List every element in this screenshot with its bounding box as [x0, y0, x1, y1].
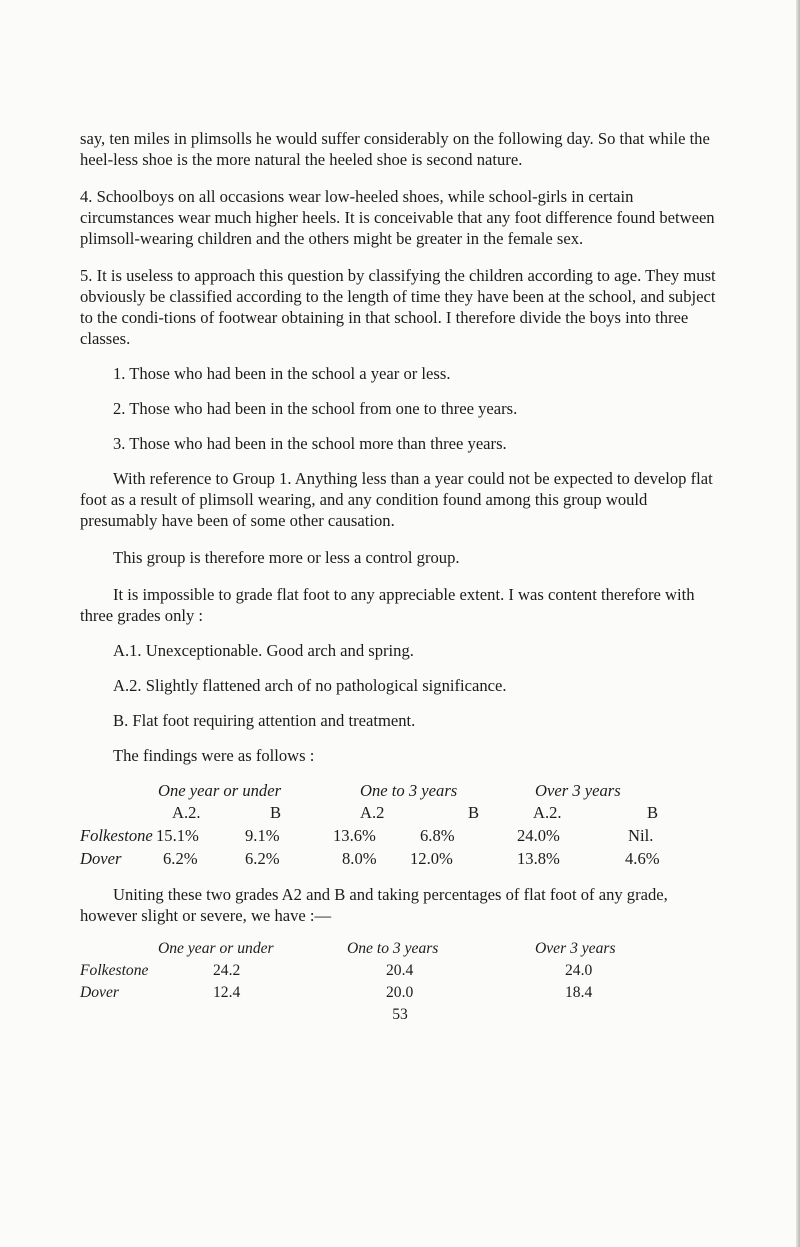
t1-cell: 24.0% — [517, 826, 560, 845]
t1-group-header-3: Over 3 years — [535, 781, 621, 800]
grade-a2: A.2. Slightly flattened arch of no pathological significance. — [113, 676, 507, 695]
grade-a1: A.1. Unexceptionable. Good arch and spring. — [113, 641, 414, 660]
t1-group-header-2: One to 3 years — [360, 781, 458, 800]
t1-group-header-1: One year or under — [158, 781, 282, 800]
t1-subheader-b-3: B — [647, 803, 659, 822]
combined-table — [80, 938, 720, 1030]
t1-cell: Nil. — [628, 826, 654, 845]
document-page — [80, 128, 720, 1030]
t1-cell: 6.2% — [163, 849, 198, 868]
paragraph-1: say, ten miles in plimsolls he would suffer considerably on the following day. So that while the heel-less shoe is the more natural the heeled shoe is second nature. — [80, 129, 710, 169]
t1-subheader-b-2: B — [468, 803, 480, 822]
grade-b: B. Flat foot requiring attention and treatment. — [113, 711, 416, 730]
t2-cell: 20.4 — [386, 962, 414, 979]
t1-row-label-folkestone: Folkestone — [80, 826, 153, 845]
t1-subheader-a2-1: A.2. — [172, 803, 201, 822]
t1-cell: 12.0% — [410, 849, 453, 868]
paragraph-point-5: 5. It is useless to approach this question by classifying the children according to age. They must obviously be classified according to the length of time they have been at the school, and subject to the condi-tions of footwear obtaining in that school. I therefore divide the boys into three classes. — [80, 266, 716, 348]
t2-group-header-1: One year or under — [158, 940, 274, 957]
t1-cell: 6.8% — [420, 826, 455, 845]
page-edge-shadow — [796, 0, 800, 1247]
t2-group-header-3: Over 3 years — [535, 940, 616, 957]
t1-subheader-a2-2: A.2 — [360, 803, 385, 822]
t2-cell: 20.0 — [386, 984, 414, 1001]
class-list-item-2: 2. Those who had been in the school from one to three years. — [113, 399, 518, 418]
t1-cell: 8.0% — [342, 849, 377, 868]
t2-cell: 12.4 — [213, 984, 241, 1001]
class-list-item-3: 3. Those who had been in the school more than three years. — [113, 434, 507, 453]
t1-row-label-dover: Dover — [80, 849, 122, 868]
t2-row-label-folkestone: Folkestone — [80, 962, 149, 979]
t1-subheader-a2-3: A.2. — [533, 803, 562, 822]
t2-cell: 18.4 — [565, 984, 593, 1001]
findings-intro: The findings were as follows : — [113, 746, 315, 765]
t1-cell: 15.1% — [156, 826, 199, 845]
paragraph-uniting: Uniting these two grades A2 and B and taking percentages of flat foot of any grade, however slight or severe, we have :— — [80, 885, 668, 925]
t1-subheader-b-1: B — [270, 803, 282, 822]
t1-cell: 6.2% — [245, 849, 280, 868]
paragraph-grades-intro: It is impossible to grade flat foot to any appreciable extent. I was content therefore with three grades only : — [80, 585, 695, 625]
paragraph-point-4: 4. Schoolboys on all occasions wear low-heeled shoes, while school-girls in certain circumstances wear much higher heels. It is conceivable that any foot difference found between plimsoll-wearing children and the others might be greater in the female sex. — [80, 187, 715, 248]
t1-cell: 13.8% — [517, 849, 560, 868]
t1-cell: 9.1% — [245, 826, 280, 845]
class-list-item-1: 1. Those who had been in the school a year or less. — [113, 364, 451, 383]
t1-cell: 13.6% — [333, 826, 376, 845]
t2-cell: 24.0 — [565, 962, 593, 979]
t2-group-header-2: One to 3 years — [347, 940, 439, 957]
page-number: 53 — [392, 1006, 408, 1023]
t1-cell: 4.6% — [625, 849, 660, 868]
t2-cell: 24.2 — [213, 962, 241, 979]
findings-table — [80, 780, 720, 872]
paragraph-control-group: This group is therefore more or less a control group. — [113, 548, 460, 567]
t2-row-label-dover: Dover — [80, 984, 119, 1001]
paragraph-group-1: With reference to Group 1. Anything less than a year could not be expected to develop flat foot as a result of plimsoll wearing, and any condition found among this group would presumably have been of some other causation. — [80, 469, 713, 530]
